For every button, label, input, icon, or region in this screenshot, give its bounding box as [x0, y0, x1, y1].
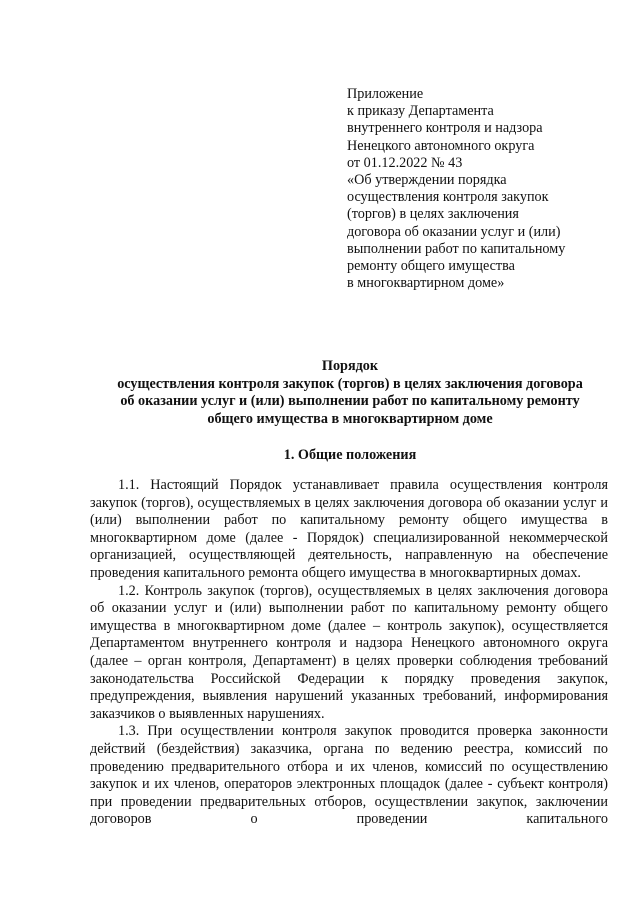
- paragraph-1-2: 1.2. Контроль закупок (торгов), осуществляемых в целях заключения договора об оказании услуг и (или) выполнении работ по капитальному ремонту общего имущества в многоквартирном доме (далее – контроль закупок), осуществляется Департаментом внутреннего контроля и надзора Ненецкого автономного округа (далее – орган контроля, Департамент) в целях проверки соблюдения требований законодательства Российской Федерации к порядку проведения закупок, предупреждения, выявления нарушений указанных требований, информирования заказчиков о выявленных нарушениях.: [90, 582, 608, 722]
- appendix-line: договора об оказании услуг и (или): [347, 223, 561, 240]
- appendix-line: Ненецкого автономного округа: [347, 137, 535, 154]
- appendix-line: (торгов) в целях заключения: [347, 206, 519, 223]
- title-line: об оказании услуг и (или) выполнении работ по капитальному ремонту: [120, 393, 580, 410]
- appendix-line: осуществления контроля закупок: [347, 189, 549, 206]
- title-line: Порядок: [321, 358, 379, 374]
- appendix-line: внутреннего контроля и надзора: [347, 120, 543, 137]
- document-title: [60, 358, 640, 428]
- title-line: общего имущества в многоквартирном доме: [207, 410, 493, 427]
- title-line: осуществления контроля закупок (торгов) в целях заключения договора: [117, 375, 583, 392]
- appendix-line: к приказу Департамента: [347, 103, 494, 120]
- appendix-line: ремонту общего имущества: [347, 258, 515, 275]
- section-heading: 1. Общие положения: [283, 447, 417, 463]
- appendix-line: Приложение: [347, 86, 424, 102]
- appendix-line: в многоквартирном доме»: [347, 275, 505, 292]
- paragraph-1-1: 1.1. Настоящий Порядок устанавливает правила осуществления контроля закупок (торгов), осуществляемых в целях заключения договора об оказании услуг и (или) выполнении работ по капитальному ремонту общего имущества в многоквартирном доме (далее - Порядок) специализированной некоммерческой организацией, осуществляющей деятельность, направленную на обеспечение проведения капитального ремонта общего имущества в многоквартирных домах.: [90, 477, 608, 581]
- paragraph-1-3: 1.3. При осуществлении контроля закупок проводится проверка законности действий (бездействия) заказчика, органа по ведению реестра, комиссий по проведению предварительного отбора и их членов, комиссий по осуществлению закупок и их членов, операторов электронных площадок (далее - субъект контроля) при проведении предварительных отборов, осуществлении закупок, заключении договоров о проведении капитального: [90, 723, 608, 828]
- appendix-line: выполнении работ по капитальному: [347, 240, 566, 257]
- section-body: [90, 477, 608, 829]
- appendix-line: от 01.12.2022 № 43: [347, 154, 463, 171]
- appendix-block: [347, 86, 627, 292]
- appendix-line: «Об утверждении порядка: [347, 172, 507, 189]
